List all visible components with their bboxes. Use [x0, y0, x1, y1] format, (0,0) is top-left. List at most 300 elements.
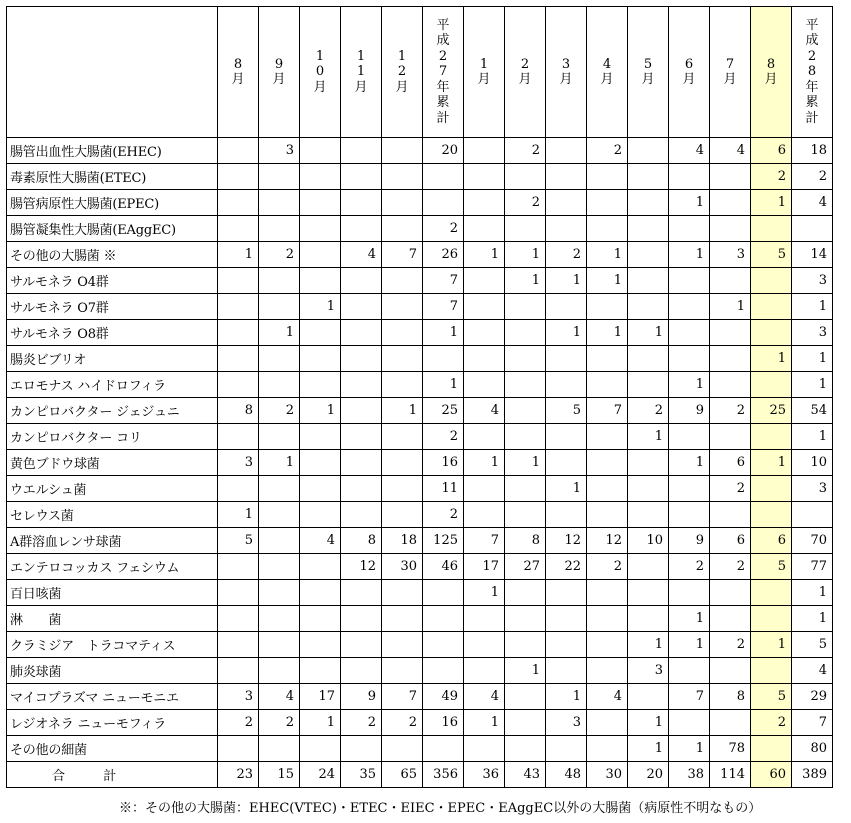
count-cell: [669, 658, 710, 684]
count-cell: 1: [464, 242, 505, 268]
count-cell: 1: [300, 294, 341, 320]
count-cell: [382, 372, 423, 398]
count-cell: [669, 268, 710, 294]
count-cell: [587, 424, 628, 450]
count-cell: [341, 346, 382, 372]
count-cell: 6: [710, 450, 751, 476]
count-cell: [382, 164, 423, 190]
count-cell: [218, 294, 259, 320]
organism-label: マイコプラズマ ニューモニエ: [7, 684, 218, 710]
column-header: 1 0 月: [300, 7, 341, 138]
count-cell: [382, 190, 423, 216]
table-row: [7, 398, 833, 424]
count-cell: 4: [341, 242, 382, 268]
count-cell: [423, 580, 464, 606]
count-cell: 2: [505, 190, 546, 216]
count-cell: 7: [423, 268, 464, 294]
total-row: [7, 762, 833, 788]
count-cell: [341, 138, 382, 164]
count-cell: 1: [751, 450, 792, 476]
count-cell: [341, 632, 382, 658]
count-cell: [710, 164, 751, 190]
count-cell: 4: [792, 658, 833, 684]
count-cell: 18: [382, 528, 423, 554]
organism-label: 腸管出血性大腸菌(EHEC): [7, 138, 218, 164]
count-cell: [423, 736, 464, 762]
count-cell: [464, 658, 505, 684]
count-cell: [751, 580, 792, 606]
count-cell: [341, 372, 382, 398]
count-cell: 356: [423, 762, 464, 788]
count-cell: 1: [669, 242, 710, 268]
count-cell: 2: [259, 710, 300, 736]
count-cell: 3: [546, 710, 587, 736]
count-cell: [505, 398, 546, 424]
count-cell: [464, 424, 505, 450]
count-cell: [628, 554, 669, 580]
count-cell: [505, 476, 546, 502]
count-cell: [382, 502, 423, 528]
count-cell: [464, 294, 505, 320]
count-cell: [587, 476, 628, 502]
count-cell: [505, 294, 546, 320]
count-cell: [505, 736, 546, 762]
count-cell: [300, 658, 341, 684]
count-cell: [300, 632, 341, 658]
count-cell: 114: [710, 762, 751, 788]
count-cell: 6: [710, 528, 751, 554]
count-cell: [628, 606, 669, 632]
count-cell: [587, 580, 628, 606]
count-cell: [341, 606, 382, 632]
count-cell: [628, 164, 669, 190]
count-cell: [300, 554, 341, 580]
column-header: 1 1 月: [341, 7, 382, 138]
count-cell: [751, 736, 792, 762]
count-cell: 3: [792, 320, 833, 346]
table-row: [7, 476, 833, 502]
count-cell: 1: [464, 450, 505, 476]
count-cell: [587, 346, 628, 372]
count-cell: 36: [464, 762, 505, 788]
count-cell: [218, 138, 259, 164]
count-cell: [628, 294, 669, 320]
count-cell: [423, 346, 464, 372]
count-cell: [464, 736, 505, 762]
count-cell: [218, 476, 259, 502]
count-cell: 4: [710, 138, 751, 164]
column-header: 3 月: [546, 7, 587, 138]
organism-label: エロモナス ハイドロフィラ: [7, 372, 218, 398]
count-cell: 1: [710, 294, 751, 320]
count-cell: 1: [587, 242, 628, 268]
count-cell: 2: [710, 554, 751, 580]
table-row: [7, 242, 833, 268]
count-cell: [464, 216, 505, 242]
count-cell: 20: [628, 762, 669, 788]
count-cell: 5: [792, 632, 833, 658]
count-cell: 9: [669, 398, 710, 424]
table-row: [7, 450, 833, 476]
count-cell: [300, 164, 341, 190]
count-cell: [341, 580, 382, 606]
table-row: [7, 658, 833, 684]
count-cell: [341, 502, 382, 528]
count-cell: [382, 606, 423, 632]
count-cell: 2: [259, 242, 300, 268]
count-cell: [259, 632, 300, 658]
count-cell: [382, 476, 423, 502]
count-cell: [341, 450, 382, 476]
count-cell: 8: [218, 398, 259, 424]
count-cell: [710, 502, 751, 528]
count-cell: 20: [423, 138, 464, 164]
count-cell: 1: [587, 320, 628, 346]
count-cell: [300, 450, 341, 476]
count-cell: 1: [628, 424, 669, 450]
count-cell: 7: [792, 710, 833, 736]
organism-label: 腸炎ビブリオ: [7, 346, 218, 372]
count-cell: [259, 190, 300, 216]
table-row: [7, 320, 833, 346]
count-cell: 9: [669, 528, 710, 554]
table-row: [7, 554, 833, 580]
count-cell: [464, 190, 505, 216]
count-cell: [546, 294, 587, 320]
count-cell: [464, 320, 505, 346]
count-cell: 1: [546, 268, 587, 294]
table-row: [7, 580, 833, 606]
count-cell: [546, 424, 587, 450]
count-cell: 4: [300, 528, 341, 554]
count-cell: [628, 138, 669, 164]
column-header: 1 月: [464, 7, 505, 138]
count-cell: 1: [792, 606, 833, 632]
column-header: 6 月: [669, 7, 710, 138]
count-cell: 3: [259, 138, 300, 164]
count-cell: [218, 372, 259, 398]
count-cell: 9: [341, 684, 382, 710]
count-cell: [628, 502, 669, 528]
count-cell: [300, 138, 341, 164]
count-cell: 2: [587, 138, 628, 164]
organism-label: 肺炎球菌: [7, 658, 218, 684]
count-cell: 1: [669, 450, 710, 476]
count-cell: 1: [628, 710, 669, 736]
count-cell: [669, 580, 710, 606]
count-cell: [423, 658, 464, 684]
count-cell: 5: [218, 528, 259, 554]
table-row: [7, 736, 833, 762]
count-cell: 25: [751, 398, 792, 424]
count-cell: [300, 320, 341, 346]
header-corner-cell: [7, 7, 218, 138]
footnote: ※：その他の大腸菌：EHEC(VTEC)・ETEC・EIEC・EPEC・EAggEC以外の大腸菌（病原性不明なもの）: [119, 801, 762, 816]
count-cell: [751, 294, 792, 320]
count-cell: [382, 294, 423, 320]
count-cell: 23: [218, 762, 259, 788]
count-cell: 29: [792, 684, 833, 710]
organism-label: 淋 菌: [7, 606, 218, 632]
count-cell: [259, 554, 300, 580]
count-cell: 16: [423, 450, 464, 476]
count-cell: 1: [218, 502, 259, 528]
count-cell: [464, 502, 505, 528]
count-cell: [464, 606, 505, 632]
count-cell: [505, 606, 546, 632]
count-cell: [710, 190, 751, 216]
organism-label: サルモネラ O7群: [7, 294, 218, 320]
count-cell: [587, 190, 628, 216]
count-cell: 2: [382, 710, 423, 736]
organism-label: クラミジア トラコマティス: [7, 632, 218, 658]
count-cell: 1: [505, 268, 546, 294]
count-cell: [464, 268, 505, 294]
count-cell: [710, 268, 751, 294]
count-cell: [628, 684, 669, 710]
count-cell: [423, 164, 464, 190]
count-cell: [505, 710, 546, 736]
table-row: [7, 190, 833, 216]
count-cell: [669, 294, 710, 320]
count-cell: 389: [792, 762, 833, 788]
count-cell: 49: [423, 684, 464, 710]
count-cell: 2: [792, 164, 833, 190]
count-cell: 1: [464, 710, 505, 736]
count-cell: [751, 216, 792, 242]
count-cell: 2: [751, 710, 792, 736]
table-row: [7, 294, 833, 320]
count-cell: 1: [628, 632, 669, 658]
count-cell: [546, 216, 587, 242]
count-cell: 3: [628, 658, 669, 684]
table-row: [7, 216, 833, 242]
count-cell: 2: [546, 242, 587, 268]
column-header: 2 月: [505, 7, 546, 138]
count-cell: 4: [259, 684, 300, 710]
count-cell: 38: [669, 762, 710, 788]
count-cell: [505, 424, 546, 450]
count-cell: [587, 294, 628, 320]
organism-label: 百日咳菌: [7, 580, 218, 606]
count-cell: 2: [505, 138, 546, 164]
count-cell: [259, 424, 300, 450]
count-cell: 7: [382, 242, 423, 268]
count-cell: 12: [341, 554, 382, 580]
count-cell: [587, 502, 628, 528]
count-cell: [546, 450, 587, 476]
count-cell: 2: [628, 398, 669, 424]
count-cell: [464, 138, 505, 164]
count-cell: [382, 346, 423, 372]
count-cell: 17: [464, 554, 505, 580]
count-cell: [669, 476, 710, 502]
count-cell: [710, 424, 751, 450]
table-row: [7, 372, 833, 398]
count-cell: [218, 346, 259, 372]
count-cell: 1: [423, 372, 464, 398]
count-cell: [751, 502, 792, 528]
count-cell: [382, 320, 423, 346]
count-cell: 27: [505, 554, 546, 580]
count-cell: [300, 190, 341, 216]
count-cell: 3: [218, 450, 259, 476]
count-cell: [341, 476, 382, 502]
count-cell: [628, 346, 669, 372]
count-cell: [300, 476, 341, 502]
count-cell: [300, 346, 341, 372]
column-header: 5 月: [628, 7, 669, 138]
count-cell: 4: [464, 684, 505, 710]
count-cell: 25: [423, 398, 464, 424]
count-cell: 7: [587, 398, 628, 424]
count-cell: [628, 450, 669, 476]
count-cell: [587, 216, 628, 242]
table-row: [7, 502, 833, 528]
count-cell: [628, 268, 669, 294]
count-cell: [546, 346, 587, 372]
count-cell: [259, 606, 300, 632]
column-header: 8 月: [751, 7, 792, 138]
count-cell: [505, 502, 546, 528]
header-row: [7, 7, 833, 138]
count-cell: 11: [423, 476, 464, 502]
organism-label: セレウス菌: [7, 502, 218, 528]
count-cell: [546, 580, 587, 606]
count-cell: 1: [423, 320, 464, 346]
count-cell: [751, 372, 792, 398]
count-cell: 43: [505, 762, 546, 788]
count-cell: 1: [546, 476, 587, 502]
count-cell: 1: [751, 346, 792, 372]
count-cell: 17: [300, 684, 341, 710]
count-cell: [218, 424, 259, 450]
column-header: 1 2 月: [382, 7, 423, 138]
count-cell: 12: [546, 528, 587, 554]
count-cell: 10: [628, 528, 669, 554]
count-cell: [792, 216, 833, 242]
count-cell: 3: [792, 476, 833, 502]
count-cell: [751, 658, 792, 684]
count-cell: [259, 294, 300, 320]
column-header: 平 成 2 8 年 累 計: [792, 7, 833, 138]
count-cell: [259, 346, 300, 372]
count-cell: 8: [341, 528, 382, 554]
count-cell: [341, 736, 382, 762]
count-cell: [669, 346, 710, 372]
bacteria-detection-table: [6, 6, 833, 788]
count-cell: [669, 502, 710, 528]
count-cell: [546, 606, 587, 632]
count-cell: 1: [628, 736, 669, 762]
count-cell: [218, 190, 259, 216]
count-cell: [382, 424, 423, 450]
count-cell: 1: [587, 268, 628, 294]
count-cell: [382, 216, 423, 242]
count-cell: [587, 658, 628, 684]
count-cell: 2: [423, 424, 464, 450]
count-cell: [587, 450, 628, 476]
count-cell: 22: [546, 554, 587, 580]
count-cell: 4: [669, 138, 710, 164]
count-cell: [341, 294, 382, 320]
count-cell: 26: [423, 242, 464, 268]
count-cell: [669, 164, 710, 190]
count-cell: [751, 424, 792, 450]
table-row: [7, 632, 833, 658]
count-cell: 30: [382, 554, 423, 580]
count-cell: 70: [792, 528, 833, 554]
count-cell: [546, 164, 587, 190]
count-cell: 1: [546, 684, 587, 710]
table-row: [7, 710, 833, 736]
count-cell: 3: [218, 684, 259, 710]
count-cell: [341, 398, 382, 424]
count-cell: 2: [751, 164, 792, 190]
count-cell: [300, 502, 341, 528]
count-cell: 30: [587, 762, 628, 788]
count-cell: [710, 658, 751, 684]
count-cell: [505, 164, 546, 190]
count-cell: 4: [464, 398, 505, 424]
count-cell: 1: [792, 346, 833, 372]
count-cell: 5: [751, 242, 792, 268]
table-row: [7, 138, 833, 164]
count-cell: 1: [669, 632, 710, 658]
organism-label: サルモネラ O4群: [7, 268, 218, 294]
count-cell: [628, 372, 669, 398]
count-cell: 1: [505, 658, 546, 684]
count-cell: 2: [710, 632, 751, 658]
count-cell: 16: [423, 710, 464, 736]
count-cell: [751, 320, 792, 346]
count-cell: [218, 320, 259, 346]
count-cell: 80: [792, 736, 833, 762]
count-cell: [587, 372, 628, 398]
count-cell: 3: [710, 242, 751, 268]
count-cell: [259, 216, 300, 242]
count-cell: [710, 320, 751, 346]
count-cell: 1: [792, 372, 833, 398]
count-cell: [669, 216, 710, 242]
table-row: [7, 528, 833, 554]
count-cell: 5: [546, 398, 587, 424]
count-cell: [300, 216, 341, 242]
count-cell: 4: [587, 684, 628, 710]
count-cell: 12: [587, 528, 628, 554]
count-cell: [300, 606, 341, 632]
count-cell: [341, 216, 382, 242]
count-cell: [710, 346, 751, 372]
count-cell: 24: [300, 762, 341, 788]
count-cell: 5: [751, 554, 792, 580]
count-cell: 1: [792, 580, 833, 606]
count-cell: [669, 320, 710, 346]
count-cell: [218, 736, 259, 762]
count-cell: 35: [341, 762, 382, 788]
count-cell: 48: [546, 762, 587, 788]
count-cell: [587, 632, 628, 658]
count-cell: 7: [382, 684, 423, 710]
count-cell: 6: [751, 138, 792, 164]
count-cell: 7: [464, 528, 505, 554]
count-cell: [710, 710, 751, 736]
count-cell: [464, 632, 505, 658]
count-cell: 125: [423, 528, 464, 554]
count-cell: [587, 736, 628, 762]
count-cell: 2: [341, 710, 382, 736]
count-cell: [546, 372, 587, 398]
